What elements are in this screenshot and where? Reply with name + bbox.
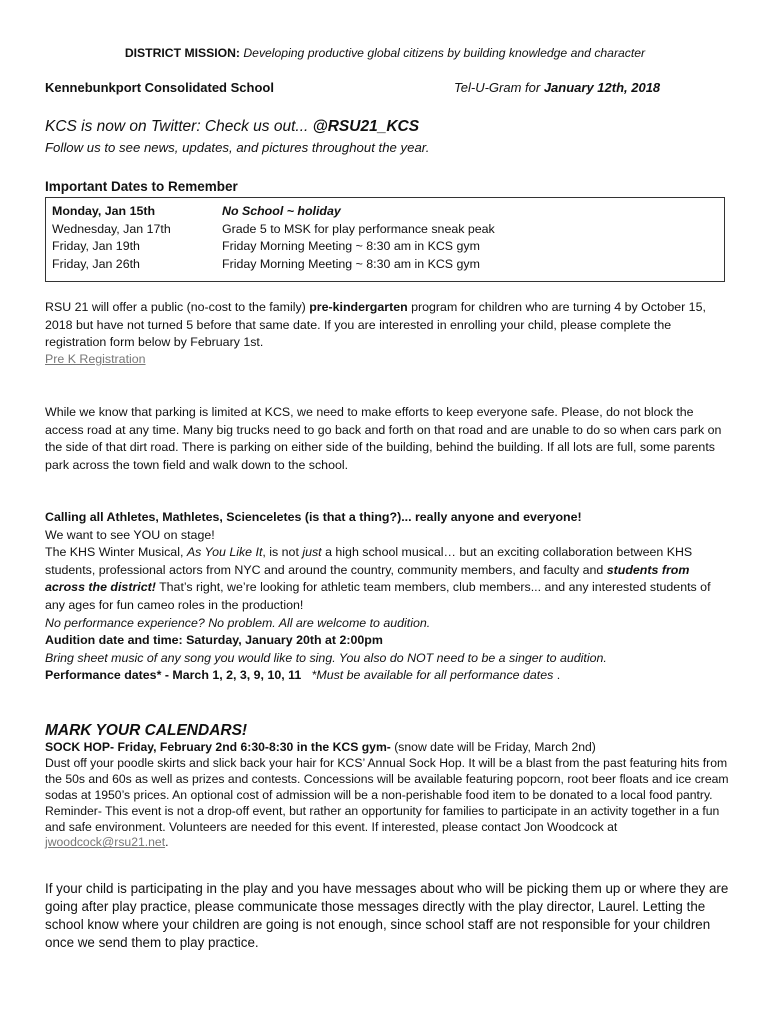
prek-text-2: program for children who are turning 4 by October 15, 2018 but have not turned 5 before that same date. If you are interested in enrolling your child, please complete the registration form below by February 1st. (45, 300, 706, 350)
performance-end: . (553, 668, 561, 683)
musical-text-1: The KHS Winter Musical, (45, 545, 187, 560)
important-dates-heading: Important Dates to Remember (45, 179, 238, 194)
twitter-handle: @RSU21_KCS (312, 118, 420, 135)
important-dates-table (45, 197, 725, 282)
date-row (46, 204, 724, 222)
twitter-announcement (45, 118, 419, 136)
performance-dates (45, 667, 730, 685)
prek-text-1: RSU 21 will offer a public (no-cost to the family) (45, 300, 310, 314)
date-row (46, 257, 724, 275)
prek-paragraph (45, 299, 730, 352)
sockhop-snow-date: (snow date will be Friday, March 2nd) (390, 740, 596, 754)
musical-text-3: a high school musical… but an exciting collaboration between KHS students, professional actors from NYC and around the country, community members, and faculty and (45, 545, 693, 577)
date-day: Monday, Jan 15th (52, 204, 156, 218)
sockhop-end: . (165, 835, 169, 850)
musical-text-4: That’s right, we’re looking for athletic team members, club members... and any interested students of any ages for fun cameo roles in the production! (45, 580, 711, 612)
sheet-music-note: Bring sheet music of any song you would like to sing. You also do NOT need to be a singer to audition. (45, 650, 607, 665)
date-description: Friday Morning Meeting ~ 8:30 am in KCS gym (222, 256, 480, 271)
twitter-text: KCS is now on Twitter: Check us out... (45, 118, 313, 135)
date-day: Wednesday, Jan 17th (52, 221, 171, 236)
musical-section (45, 509, 730, 685)
performance-note: *Must be available for all performance dates (301, 668, 554, 683)
date-day: Friday, Jan 19th (52, 239, 140, 254)
performance-label: Performance dates* - March 1, 2, 3, 9, 10, 11 (45, 668, 302, 683)
play-practice-paragraph: If your child is participating in the play and you have messages about who will be picking them up or where they are going after play practice, please communicate those messages directly with the play director, Laurel. Letting the school know where your children are going is not enough, since school staff are not responsible for your children once we send them to play practice. (45, 881, 729, 950)
district-mission (0, 46, 770, 60)
date-description: No School ~ holiday (222, 204, 341, 218)
mark-calendars-heading: MARK YOUR CALENDARS! (45, 722, 248, 739)
date-description: Grade 5 to MSK for play performance sneak peak (222, 221, 495, 236)
parking-paragraph: While we know that parking is limited at KCS, we need to make efforts to keep everyone safe. Please, do not block the access road at any time. Many big trucks need to go back and forth on that road and are unable to do so when cars park on the side of that dirt road. There is parking on either side of the building, behind the building. If all lots are full, some parents park across the town field and walk down to the school. (45, 405, 722, 472)
sockhop-title: SOCK HOP- Friday, February 2nd 6:30-8:30 in the KCS gym- (45, 740, 391, 754)
sockhop-text: Dust off your poodle skirts and slick back your hair for KCS’ Annual Sock Hop. It will be a blast from the past featuring hits from the 50s and 60s as well as prizes and contests. Concessions will be available featuring popcorn, root beer floats and ice cream sodas at 1950’s prices. An optional cost of admission will be a non-perishable food item to be donated to a local food pantry. Reminder- This event is not a drop-off event, but rather an opportunity for families to participate in an activity together in a fun and safe environment. Volunteers are needed for this event. If interested, please contact Jon Woodcock at (45, 755, 729, 834)
musical-just: just (302, 545, 322, 560)
date-row (46, 239, 724, 257)
telugram-date: January 12th, 2018 (543, 80, 661, 95)
musical-description (45, 544, 730, 614)
no-experience-note: No performance experience? No problem. All are welcome to audition. (45, 615, 431, 630)
prek-registration-link[interactable]: Pre K Registration (45, 352, 146, 366)
mission-label: DISTRICT MISSION: (124, 46, 240, 60)
musical-text-2: , is not (262, 545, 303, 560)
telugram-title (454, 80, 660, 95)
twitter-follow-text: Follow us to see news, updates, and pictures throughout the year. (45, 140, 430, 155)
telugram-prefix: Tel-U-Gram for (454, 80, 544, 95)
prek-bold: pre-kindergarten (309, 300, 408, 314)
musical-call: We want to see YOU on stage! (45, 527, 215, 542)
musical-title: As You Like It (186, 545, 263, 560)
musical-heading: Calling all Athletes, Mathletes, Scienceletes (is that a thing?)... really anyone and everyone! (45, 510, 582, 524)
audition-info: Audition date and time: Saturday, January 20th at 2:00pm (45, 633, 383, 648)
school-name: Kennebunkport Consolidated School (45, 80, 274, 95)
mission-text: Developing productive global citizens by building knowledge and character (243, 46, 646, 60)
musical-emphasis: students from across the district! (45, 562, 690, 595)
date-day: Friday, Jan 26th (52, 256, 140, 271)
date-row (46, 222, 724, 240)
date-description: Friday Morning Meeting ~ 8:30 am in KCS gym (222, 239, 480, 254)
email-link[interactable]: jwoodcock@rsu21.net (45, 835, 166, 850)
sockhop-section (45, 740, 735, 851)
